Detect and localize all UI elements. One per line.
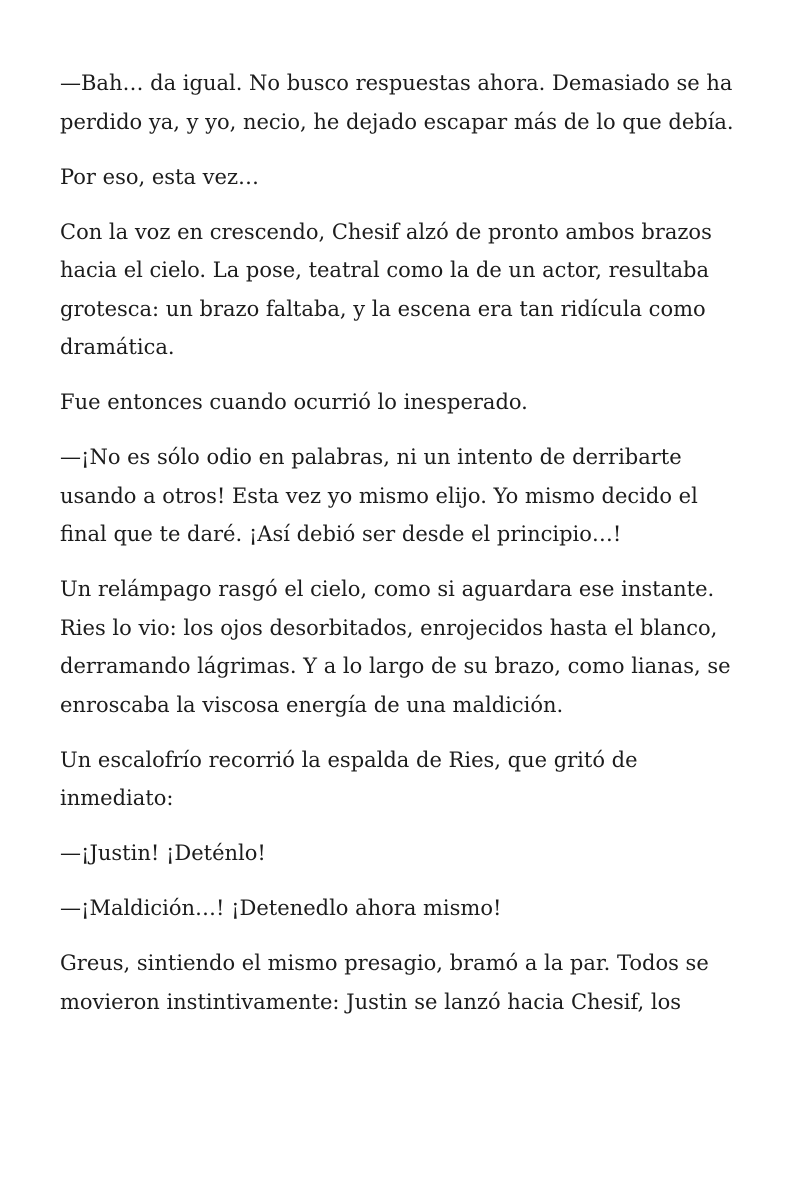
paragraph: —¡Justin! ¡Deténlo!: [60, 841, 266, 865]
paragraph: Fue entonces cuando ocurrió lo inesperado.: [60, 390, 528, 414]
paragraph: —¡Maldición…! ¡Detenedlo ahora mismo!: [60, 896, 502, 920]
paragraph: Greus, sintiendo el mismo presagio, bramó a la par. Todos se movieron instintivamente: Justin se lanzó hacia Chesif, los: [60, 951, 709, 1014]
paragraph: Un relámpago rasgó el cielo, como si aguardara ese instante. Ries lo vio: los ojos desorbitados, enrojecidos hasta el blanco, derramando lágrimas. Y a lo largo de su brazo, como lianas, se enroscaba la viscosa energía de una maldición.: [60, 577, 731, 717]
paragraph: Con la voz en crescendo, Chesif alzó de pronto ambos brazos hacia el cielo. La pose, teatral como la de un actor, resultaba grotesca: un brazo faltaba, y la escena era tan ridícula como dramática.: [60, 219, 712, 359]
paragraph: —Bah… da igual. No busco respuestas ahora. Demasiado se ha perdido ya, y yo, necio, he dejado escapar más de lo que debía.: [60, 71, 734, 134]
paragraph: —¡No es sólo odio en palabras, ni un intento de derribarte usando a otros! Esta vez yo mismo elijo. Yo mismo decido el final que te daré. ¡Así debió ser desde el principio…!: [60, 445, 698, 546]
paragraph: Por eso, esta vez…: [60, 164, 260, 189]
paragraph: Un escalofrío recorrió la espalda de Ries, que gritó de inmediato:: [60, 747, 638, 810]
book-page-text: [60, 64, 750, 1038]
